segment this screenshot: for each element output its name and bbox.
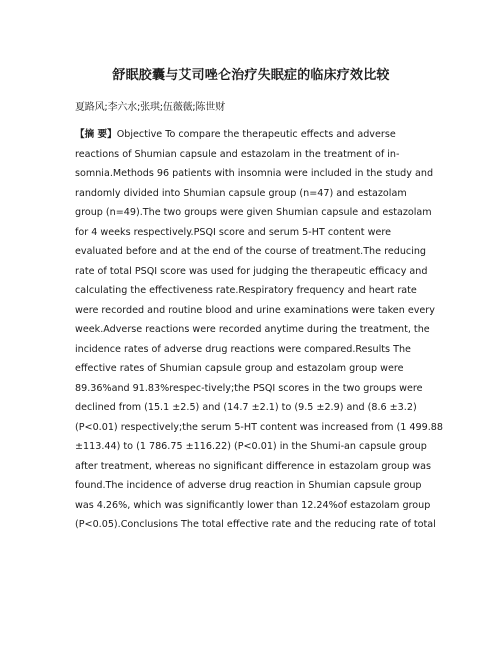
abstract-line: was 4.26%, which was significantly lower than 12.24%of estazolam group xyxy=(75,499,431,511)
abstract xyxy=(75,125,443,535)
author-list: 夏路风;李六水;张琪;伍薇薇;陈世财 xyxy=(75,102,225,113)
abstract-line: randomly divided into Shumian capsule group (n=47) and estazolam xyxy=(75,187,407,199)
abstract-line: after treatment, whereas no significant difference in estazolam group was xyxy=(75,460,431,472)
abstract-line: ±113.44) to (1 786.75 ±116.22) (P<0.01) in the Shumi-an capsule group xyxy=(75,441,427,452)
abstract-line: were recorded and routine blood and urine examinations were taken every xyxy=(75,304,435,316)
abstract-line: (P<0.01) respectively;the serum 5-HT content was increased from (1 499.88 xyxy=(75,421,443,433)
abstract-line: for 4 weeks respectively.PSQI score and serum 5-HT content were xyxy=(75,226,391,238)
abstract-line: (P<0.05).Conclusions The total effective rate and the reducing rate of total xyxy=(75,519,436,530)
abstract-first-line-text: Objective To compare the therapeutic effects and adverse xyxy=(116,129,396,140)
paper-title: 舒眠胶囊与艾司唑仑治疗失眠症的临床疗效比较 xyxy=(112,68,390,83)
abstract-label: 【摘 要】 xyxy=(75,129,117,140)
abstract-line: declined from (15.1 ±2.5) and (14.7 ±2.1) to (9.5 ±2.9) and (8.6 ±3.2) xyxy=(75,402,417,413)
abstract-line: somnia.Methods 96 patients with insomnia were included in the study and xyxy=(75,168,434,179)
abstract-line: effective rates of Shumian capsule group and estazolam group were xyxy=(75,363,404,374)
abstract-line: incidence rates of adverse drug reactions were compared.Results The xyxy=(75,343,411,355)
abstract-line: calculating the effectiveness rate.Respiratory frequency and heart rate xyxy=(75,285,417,296)
abstract-line: found.The incidence of adverse drug reaction in Shumian capsule group xyxy=(75,480,422,491)
abstract-line: evaluated before and at the end of the course of treatment.The reducing xyxy=(75,246,427,257)
abstract-line: week.Adverse reactions were recorded anytime during the treatment, the xyxy=(75,324,430,335)
abstract-line xyxy=(75,125,415,145)
abstract-line: reactions of Shumian capsule and estazolam in the treatment of in- xyxy=(75,148,400,160)
abstract-line: 89.36%and 91.83%respec-tively;the PSQI scores in the two groups were xyxy=(75,382,423,394)
abstract-line: group (n=49).The two groups were given Shumian capsule and estazolam xyxy=(75,207,432,218)
abstract-line: rate of total PSQI score was used for judging the therapeutic efficacy and xyxy=(75,265,428,277)
